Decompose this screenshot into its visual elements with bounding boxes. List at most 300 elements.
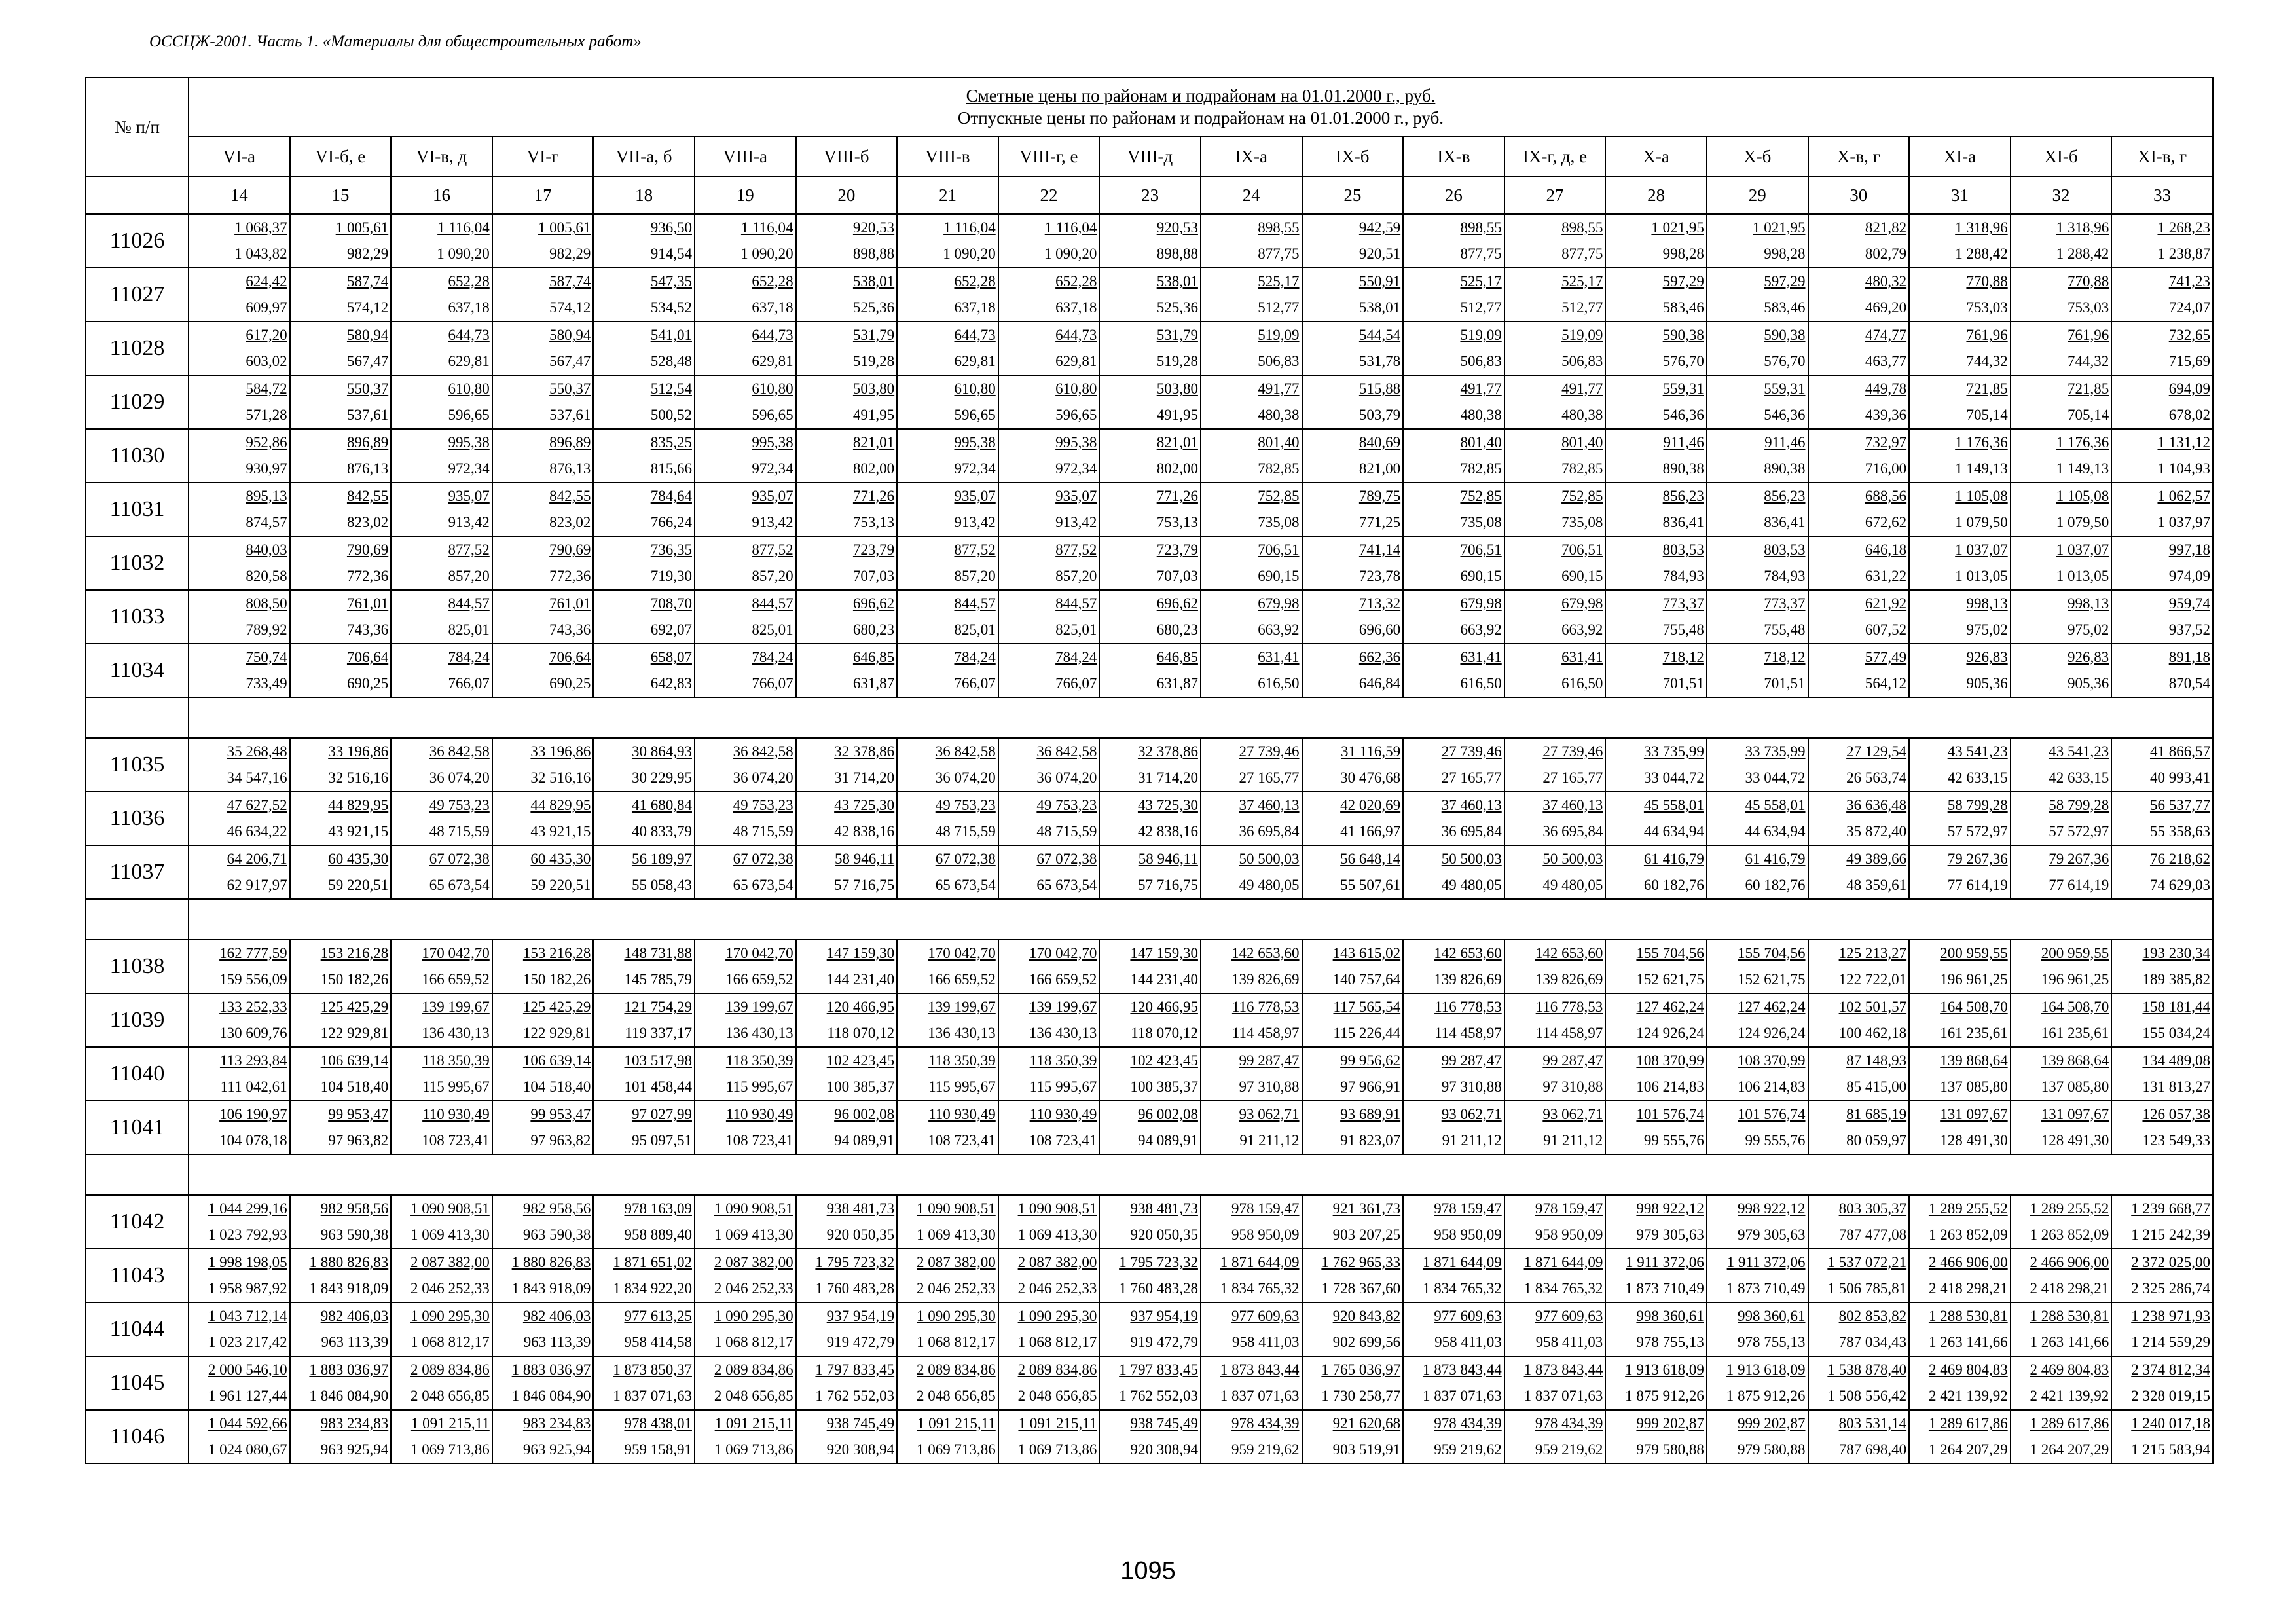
position-number: 11031 — [86, 483, 189, 536]
estimate-price: 718,12 — [1662, 649, 1704, 665]
price-cell — [695, 536, 796, 590]
release-price: 802,00 — [852, 460, 895, 477]
release-price: 919 472,79 — [1130, 1334, 1198, 1350]
release-price: 890,38 — [1764, 460, 1806, 477]
table-row — [86, 1356, 2213, 1410]
estimate-price: 158 181,44 — [2142, 999, 2210, 1015]
price-cell — [593, 590, 695, 644]
estimate-price: 978 434,39 — [1434, 1415, 1502, 1431]
release-price: 33 044,72 — [1745, 769, 1806, 786]
price-cell — [1201, 322, 1302, 375]
release-price: 719,30 — [650, 568, 692, 584]
estimate-price: 696,62 — [1156, 595, 1198, 612]
release-price: 119 337,17 — [625, 1025, 692, 1041]
estimate-price: 896,89 — [549, 434, 591, 451]
price-cell — [998, 644, 1100, 697]
estimate-price: 658,07 — [650, 649, 692, 665]
release-price: 735,08 — [1460, 514, 1502, 530]
release-price: 480,38 — [1460, 407, 1502, 423]
release-price: 97 966,91 — [1340, 1079, 1401, 1095]
estimate-price: 1 871 644,09 — [1220, 1254, 1300, 1270]
estimate-price: 803 531,14 — [1838, 1415, 1907, 1431]
estimate-price: 503,80 — [1156, 380, 1198, 397]
estimate-price: 538,01 — [1156, 273, 1198, 289]
release-price: 937,52 — [2168, 621, 2210, 638]
price-cell — [391, 1047, 492, 1101]
table-row — [86, 940, 2213, 993]
price-cell — [1909, 792, 2011, 845]
price-cell — [1504, 792, 1606, 845]
price-cell — [1201, 1195, 1302, 1249]
estimate-price: 503,80 — [852, 380, 895, 397]
estimate-price: 750,74 — [246, 649, 287, 665]
estimate-price: 784,24 — [954, 649, 996, 665]
release-price: 787 034,43 — [1838, 1334, 1907, 1350]
table-row — [86, 536, 2213, 590]
price-cell — [290, 1410, 392, 1464]
price-cell — [1302, 268, 1404, 322]
release-price: 802,79 — [1865, 246, 1907, 262]
estimate-price: 474,77 — [1865, 327, 1907, 343]
position-column-header: № п/п — [86, 77, 189, 177]
price-cell — [1808, 1302, 1910, 1356]
price-cell — [1099, 993, 1201, 1047]
column-number-blank — [86, 177, 189, 214]
estimate-price: 821,01 — [852, 434, 895, 451]
estimate-price: 835,25 — [650, 434, 692, 451]
price-cell — [1707, 792, 1808, 845]
release-price: 145 785,79 — [624, 971, 692, 987]
estimate-price: 1 005,61 — [335, 219, 389, 236]
release-price: 139 826,69 — [1434, 971, 1502, 987]
price-cell — [796, 1047, 898, 1101]
estimate-price: 773,37 — [1662, 595, 1704, 612]
price-cell — [1201, 536, 1302, 590]
release-price: 766,24 — [650, 514, 692, 530]
estimate-price: 856,23 — [1662, 488, 1704, 504]
estimate-price: 761,01 — [549, 595, 591, 612]
estimate-price: 193 230,34 — [2142, 945, 2210, 961]
column-number: 24 — [1201, 177, 1302, 214]
price-cell — [695, 1101, 796, 1154]
table-row — [86, 375, 2213, 429]
release-price: 546,36 — [1662, 407, 1704, 423]
price-cell — [998, 1356, 1100, 1410]
price-cell — [189, 590, 290, 644]
estimate-price: 761,96 — [1966, 327, 2008, 343]
estimate-price: 559,31 — [1662, 380, 1704, 397]
estimate-price: 1 062,57 — [2157, 488, 2210, 504]
estimate-price: 37 460,13 — [1441, 797, 1502, 813]
price-cell — [998, 1101, 1100, 1154]
position-number: 11040 — [86, 1047, 189, 1101]
estimate-price: 58 946,11 — [835, 851, 895, 867]
price-cell — [2011, 993, 2112, 1047]
estimate-price: 155 704,56 — [1636, 945, 1704, 961]
estimate-price: 977 613,25 — [624, 1308, 692, 1324]
estimate-price: 155 704,56 — [1738, 945, 1806, 961]
price-cell — [998, 993, 1100, 1047]
district-header: IX-а — [1201, 136, 1302, 177]
price-cell — [1504, 1195, 1606, 1249]
estimate-price: 1 871 651,02 — [613, 1254, 692, 1270]
price-cell — [2011, 644, 2112, 697]
price-cell — [2011, 483, 2112, 536]
estimate-price: 110 930,49 — [1029, 1106, 1097, 1122]
price-cell — [1605, 483, 1707, 536]
release-price: 637,18 — [954, 299, 996, 316]
release-price: 534,52 — [650, 299, 692, 316]
price-cell — [1403, 214, 1504, 268]
estimate-price: 127 462,24 — [1738, 999, 1806, 1015]
estimate-price: 773,37 — [1764, 595, 1806, 612]
estimate-price: 1 883 036,97 — [511, 1361, 591, 1378]
price-cell — [897, 1101, 998, 1154]
release-price: 27 165,77 — [1239, 769, 1300, 786]
release-price: 130 609,76 — [219, 1025, 287, 1041]
estimate-price: 108 370,99 — [1738, 1052, 1806, 1069]
price-cell — [593, 993, 695, 1047]
release-price: 1 288,42 — [2056, 246, 2109, 262]
release-price: 546,36 — [1764, 407, 1806, 423]
price-cell — [2011, 940, 2112, 993]
release-price: 629,81 — [448, 353, 490, 369]
release-price: 159 556,09 — [219, 971, 287, 987]
estimate-price: 1 288 530,81 — [1928, 1308, 2008, 1324]
estimate-price: 1 116,04 — [437, 219, 490, 236]
price-cell — [897, 214, 998, 268]
release-price: 97 310,88 — [1441, 1079, 1502, 1095]
price-cell — [2111, 1302, 2213, 1356]
position-number: 11027 — [86, 268, 189, 322]
estimate-price: 982 958,56 — [320, 1200, 389, 1217]
release-price: 716,00 — [1865, 460, 1907, 477]
price-cell — [1808, 940, 1910, 993]
release-price: 1 730 258,77 — [1321, 1388, 1401, 1404]
estimate-price: 164 508,70 — [1940, 999, 2008, 1015]
price-cell — [1909, 940, 2011, 993]
position-number: 11028 — [86, 322, 189, 375]
release-price: 596,65 — [954, 407, 996, 423]
price-cell — [1099, 536, 1201, 590]
price-cell — [593, 845, 695, 899]
release-price: 1 834 765,32 — [1220, 1280, 1300, 1297]
estimate-price: 938 745,49 — [826, 1415, 895, 1431]
price-cell — [1504, 268, 1606, 322]
estimate-price: 983 234,83 — [320, 1415, 389, 1431]
release-price: 94 089,91 — [1137, 1132, 1198, 1149]
price-cell — [2111, 1410, 2213, 1464]
release-price: 735,08 — [1258, 514, 1300, 530]
release-price: 898,88 — [1156, 246, 1198, 262]
price-cell — [897, 483, 998, 536]
column-number: 29 — [1707, 177, 1808, 214]
release-price: 161 235,61 — [1940, 1025, 2008, 1041]
price-cell — [593, 375, 695, 429]
estimate-price: 801,40 — [1561, 434, 1603, 451]
price-cell — [391, 792, 492, 845]
release-price: 905,36 — [1966, 675, 2008, 692]
estimate-price: 1 873 843,44 — [1220, 1361, 1300, 1378]
release-price: 1 837 071,63 — [1220, 1388, 1300, 1404]
price-cell — [1909, 536, 2011, 590]
release-price: 890,38 — [1662, 460, 1704, 477]
estimate-price: 531,79 — [1156, 327, 1198, 343]
estimate-price: 995,38 — [448, 434, 490, 451]
price-cell — [796, 738, 898, 792]
estimate-price: 877,52 — [752, 542, 793, 558]
release-price: 40 833,79 — [631, 823, 692, 840]
price-cell — [998, 940, 1100, 993]
release-price: 118 070,12 — [1131, 1025, 1198, 1041]
price-cell — [1808, 483, 1910, 536]
price-cell — [290, 644, 392, 697]
release-price: 42 838,16 — [834, 823, 895, 840]
price-cell — [1605, 644, 1707, 697]
release-price: 131 813,27 — [2142, 1079, 2210, 1095]
price-cell — [2011, 1047, 2112, 1101]
estimate-price: 2 374 812,34 — [2131, 1361, 2210, 1378]
release-price: 616,50 — [1460, 675, 1502, 692]
release-price: 2 046 252,33 — [714, 1280, 793, 1297]
estimate-price: 99 953,47 — [530, 1106, 591, 1122]
price-cell — [1504, 993, 1606, 1047]
price-cell — [1403, 792, 1504, 845]
release-price: 512,77 — [1258, 299, 1300, 316]
release-price: 963 113,39 — [321, 1334, 389, 1350]
release-price: 57 716,75 — [1137, 877, 1198, 893]
estimate-price: 752,85 — [1460, 488, 1502, 504]
estimate-price: 147 159,30 — [826, 945, 895, 961]
estimate-price: 978 163,09 — [624, 1200, 692, 1217]
release-price: 958 411,03 — [1231, 1334, 1300, 1350]
release-price: 150 182,26 — [320, 971, 389, 987]
estimate-price: 125 213,27 — [1838, 945, 1907, 961]
price-cell — [391, 214, 492, 268]
price-cell — [1504, 1410, 1606, 1464]
release-price: 1 875 912,26 — [1625, 1388, 1704, 1404]
price-cell — [492, 1302, 594, 1356]
table-row — [86, 1101, 2213, 1154]
release-price: 36 695,84 — [1441, 823, 1502, 840]
estimate-price: 116 778,53 — [1434, 999, 1502, 1015]
price-cell — [1302, 214, 1404, 268]
release-price: 583,46 — [1764, 299, 1806, 316]
release-price: 920 308,94 — [826, 1441, 895, 1458]
price-cell — [1201, 375, 1302, 429]
price-cell — [2011, 1302, 2112, 1356]
release-price: 637,18 — [752, 299, 793, 316]
release-price: 982,29 — [346, 246, 389, 262]
price-cell — [593, 322, 695, 375]
estimate-price: 937 954,19 — [1130, 1308, 1198, 1324]
release-price: 744,32 — [2068, 353, 2109, 369]
release-price: 1 506 785,81 — [1827, 1280, 1907, 1297]
estimate-price: 525,17 — [1258, 273, 1300, 289]
release-price: 115 995,67 — [1029, 1079, 1097, 1095]
column-number: 19 — [695, 177, 796, 214]
estimate-price: 982 958,56 — [522, 1200, 591, 1217]
release-price: 979 305,63 — [1636, 1227, 1704, 1243]
price-cell — [1302, 1249, 1404, 1302]
release-price: 753,13 — [1156, 514, 1198, 530]
release-price: 1 069 413,30 — [1017, 1227, 1097, 1243]
release-price: 784,93 — [1662, 568, 1704, 584]
price-cell — [1605, 1249, 1707, 1302]
estimate-price: 43 541,23 — [2049, 743, 2109, 760]
estimate-price: 142 653,60 — [1535, 945, 1603, 961]
price-cell — [2111, 993, 2213, 1047]
price-cell — [593, 536, 695, 590]
estimate-price: 1 105,08 — [1955, 488, 2008, 504]
release-price: 152 621,75 — [1636, 971, 1704, 987]
estimate-price: 652,28 — [448, 273, 490, 289]
estimate-price: 117 565,54 — [1333, 999, 1401, 1015]
position-number: 11044 — [86, 1302, 189, 1356]
price-cell — [998, 268, 1100, 322]
estimate-price: 898,55 — [1561, 219, 1603, 236]
estimate-price: 840,03 — [246, 542, 287, 558]
estimate-price: 1 998 198,05 — [208, 1254, 287, 1270]
release-price: 137 085,80 — [2041, 1079, 2109, 1095]
estimate-price: 844,57 — [954, 595, 996, 612]
table-row — [86, 429, 2213, 483]
release-price: 469,20 — [1865, 299, 1907, 316]
release-price: 663,92 — [1258, 621, 1300, 638]
price-cell — [189, 429, 290, 483]
release-price: 531,78 — [1358, 353, 1401, 369]
estimate-price: 142 653,60 — [1231, 945, 1300, 961]
release-price: 680,23 — [852, 621, 895, 638]
estimate-price: 2 469 804,83 — [1928, 1361, 2008, 1378]
release-price: 820,58 — [246, 568, 287, 584]
release-price: 480,38 — [1258, 407, 1300, 423]
price-cell — [1403, 1047, 1504, 1101]
release-price: 913,42 — [448, 514, 490, 530]
estimate-price: 2 087 382,00 — [714, 1254, 793, 1270]
release-price: 33 044,72 — [1643, 769, 1704, 786]
price-cell — [1099, 738, 1201, 792]
release-price: 100 462,18 — [1838, 1025, 1907, 1041]
price-cell — [897, 1249, 998, 1302]
estimate-price: 139 868,64 — [2041, 1052, 2109, 1069]
release-price: 733,49 — [246, 675, 287, 692]
price-cell — [897, 738, 998, 792]
estimate-price: 610,80 — [448, 380, 490, 397]
price-cell — [290, 940, 392, 993]
estimate-price: 808,50 — [246, 595, 287, 612]
district-header-row — [86, 136, 2213, 177]
estimate-price: 58 799,28 — [1947, 797, 2008, 813]
price-cell — [1403, 1356, 1504, 1410]
price-cell — [1201, 940, 1302, 993]
price-cell — [1302, 1410, 1404, 1464]
district-header: X-а — [1605, 136, 1707, 177]
release-price: 150 182,26 — [522, 971, 591, 987]
estimate-price: 96 002,08 — [834, 1106, 895, 1122]
release-price: 2 325 286,74 — [2131, 1280, 2210, 1297]
estimate-price: 76 218,62 — [2149, 851, 2210, 867]
release-price: 903 207,25 — [1332, 1227, 1401, 1243]
estimate-price: 164 508,70 — [2041, 999, 2109, 1015]
release-price: 877,75 — [1460, 246, 1502, 262]
release-price: 1 837 071,63 — [613, 1388, 692, 1404]
release-price: 57 572,97 — [2049, 823, 2109, 840]
estimate-price: 120 466,95 — [826, 999, 895, 1015]
estimate-price: 706,64 — [549, 649, 591, 665]
release-price: 94 089,91 — [834, 1132, 895, 1149]
estimate-price: 491,77 — [1460, 380, 1502, 397]
release-price: 65 673,54 — [1036, 877, 1097, 893]
estimate-price: 679,98 — [1561, 595, 1603, 612]
release-price: 1 846 084,90 — [511, 1388, 591, 1404]
price-cell — [1707, 483, 1808, 536]
price-cell — [1909, 1195, 2011, 1249]
estimate-price: 519,09 — [1460, 327, 1502, 343]
price-cell — [593, 483, 695, 536]
release-price: 958 414,58 — [624, 1334, 692, 1350]
release-price: 41 166,97 — [1340, 823, 1401, 840]
release-price: 108 723,41 — [928, 1132, 996, 1149]
price-cell — [492, 1356, 594, 1410]
price-cell — [1707, 214, 1808, 268]
estimate-price: 118 350,39 — [1029, 1052, 1097, 1069]
estimate-price: 911,46 — [1764, 434, 1806, 451]
estimate-price: 1 090 908,51 — [410, 1200, 490, 1217]
price-cell — [998, 375, 1100, 429]
release-price: 629,81 — [1055, 353, 1097, 369]
estimate-price: 959,74 — [2168, 595, 2210, 612]
estimate-price: 106 639,14 — [522, 1052, 591, 1069]
release-price: 607,52 — [1865, 621, 1907, 638]
estimate-price: 679,98 — [1460, 595, 1502, 612]
estimate-price: 131 097,67 — [1940, 1106, 2008, 1122]
price-cell — [1909, 1410, 2011, 1464]
estimate-price: 938 481,73 — [1130, 1200, 1198, 1217]
district-header: IX-б — [1302, 136, 1404, 177]
release-price: 972,34 — [448, 460, 490, 477]
estimate-price: 49 753,23 — [1036, 797, 1097, 813]
estimate-price: 1 043 712,14 — [208, 1308, 287, 1324]
price-cell — [492, 590, 594, 644]
district-header: X-б — [1707, 136, 1808, 177]
price-cell — [2011, 792, 2112, 845]
estimate-price: 646,85 — [1156, 649, 1198, 665]
estimate-price: 56 189,97 — [631, 851, 692, 867]
price-cell — [1201, 845, 1302, 899]
release-price: 512,77 — [1561, 299, 1603, 316]
price-cell — [1707, 1101, 1808, 1154]
price-cell — [1201, 1101, 1302, 1154]
estimate-price: 142 653,60 — [1434, 945, 1502, 961]
estimate-price: 139 199,67 — [928, 999, 996, 1015]
release-price: 500,52 — [650, 407, 692, 423]
price-cell — [1302, 429, 1404, 483]
estimate-price: 50 500,03 — [1441, 851, 1502, 867]
price-cell — [1504, 1302, 1606, 1356]
price-cell — [189, 644, 290, 697]
district-header: VIII-д — [1099, 136, 1201, 177]
release-price: 114 458,97 — [1231, 1025, 1300, 1041]
price-cell — [2011, 1356, 2112, 1410]
estimate-price: 2 087 382,00 — [917, 1254, 996, 1270]
price-cell — [2111, 738, 2213, 792]
estimate-price: 550,91 — [1358, 273, 1401, 289]
district-header: IX-в — [1403, 136, 1504, 177]
release-price: 525,36 — [1156, 299, 1198, 316]
estimate-price: 803 305,37 — [1838, 1200, 1907, 1217]
price-cell — [492, 536, 594, 590]
